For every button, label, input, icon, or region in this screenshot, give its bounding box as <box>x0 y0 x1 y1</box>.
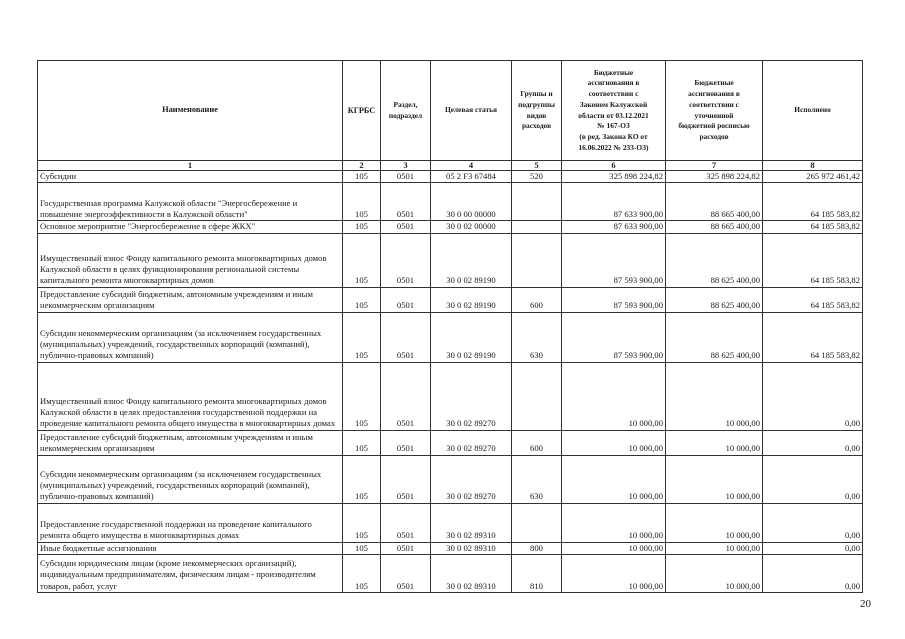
row-section: 0501 <box>381 287 431 312</box>
row-refined-amount: 10 000,00 <box>666 542 763 554</box>
table-row <box>38 430 863 455</box>
table-body <box>38 171 863 593</box>
row-section: 0501 <box>381 233 431 287</box>
row-law-amount: 87 593 900,00 <box>562 233 666 287</box>
header-executed: Исполнено <box>763 61 863 161</box>
row-target-article: 30 0 02 89190 <box>431 233 512 287</box>
row-target-article: 30 0 02 89190 <box>431 287 512 312</box>
row-refined-amount: 10 000,00 <box>666 430 763 455</box>
row-kgrbs: 105 <box>343 455 381 503</box>
row-law-amount: 10 000,00 <box>562 430 666 455</box>
row-kgrbs: 105 <box>343 555 381 593</box>
column-number: 7 <box>666 161 763 171</box>
row-name: Субсидии некоммерческим организациям (за исключением государственных (муниципальных) учреждений, государственных корпораций (компаний), публично-правовых компаний) <box>38 312 343 362</box>
row-kgrbs: 105 <box>343 503 381 542</box>
row-name: Иные бюджетные ассигнования <box>38 542 343 554</box>
row-executed-amount: 0,00 <box>763 430 863 455</box>
row-expense-group: 520 <box>512 171 562 183</box>
row-target-article: 30 0 02 89190 <box>431 312 512 362</box>
row-refined-amount: 10 000,00 <box>666 362 763 430</box>
header-target-article: Целевая статья <box>431 61 512 161</box>
table-row <box>38 183 863 221</box>
row-refined-amount: 88 665 400,00 <box>666 221 763 233</box>
table-row <box>38 233 863 287</box>
row-kgrbs: 105 <box>343 171 381 183</box>
row-name: Государственная программа Калужской области "Энергосбережение и повышение энергоэффективности в Калужской области" <box>38 183 343 221</box>
row-expense-group: 600 <box>512 430 562 455</box>
row-law-amount: 10 000,00 <box>562 455 666 503</box>
row-section: 0501 <box>381 171 431 183</box>
table-row <box>38 171 863 183</box>
row-refined-amount: 88 625 400,00 <box>666 287 763 312</box>
column-number: 4 <box>431 161 512 171</box>
table-row <box>38 221 863 233</box>
row-section: 0501 <box>381 503 431 542</box>
row-kgrbs: 105 <box>343 542 381 554</box>
column-number: 8 <box>763 161 863 171</box>
row-name: Предоставление субсидий бюджетным, автономным учреждениям и иным некоммерческим организациям <box>38 430 343 455</box>
row-name: Субсидии юридическим лицам (кроме некоммерческих организаций), индивидуальным предпринимателям, физическим лицам - производителям товаров, работ, услуг <box>38 555 343 593</box>
row-target-article: 30 0 02 89270 <box>431 455 512 503</box>
header-section: Раздел, подраздел <box>381 61 431 161</box>
row-kgrbs: 105 <box>343 312 381 362</box>
row-section: 0501 <box>381 362 431 430</box>
row-kgrbs: 105 <box>343 287 381 312</box>
row-kgrbs: 105 <box>343 221 381 233</box>
row-refined-amount: 88 625 400,00 <box>666 233 763 287</box>
row-target-article: 30 0 02 89270 <box>431 362 512 430</box>
row-target-article: 30 0 02 00000 <box>431 221 512 233</box>
header-law-allocations: Бюджетные ассигнования в соответствии с Законом Калужской области от 03.12.2021 № 167-ОЗ (в ред. Закона КО от 16.06.2022 № 233-ОЗ) <box>562 61 666 161</box>
header-expense-groups: Группы и подгруппы видов расходов <box>512 61 562 161</box>
row-refined-amount: 88 665 400,00 <box>666 183 763 221</box>
row-target-article: 30 0 02 89310 <box>431 555 512 593</box>
table-row <box>38 312 863 362</box>
header-refined-allocations: Бюджетные ассигнования в соответствии с уточненной бюджетной росписью расходов <box>666 61 763 161</box>
row-law-amount: 10 000,00 <box>562 555 666 593</box>
row-section: 0501 <box>381 555 431 593</box>
row-section: 0501 <box>381 542 431 554</box>
row-name: Субсидии некоммерческим организациям (за исключением государственных (муниципальных) учреждений, государственных корпораций (компаний), публично-правовых компаний) <box>38 455 343 503</box>
row-executed-amount: 64 185 583,82 <box>763 183 863 221</box>
row-target-article: 30 0 02 89310 <box>431 542 512 554</box>
row-expense-group: 630 <box>512 455 562 503</box>
row-law-amount: 87 593 900,00 <box>562 312 666 362</box>
header-row <box>38 61 863 161</box>
row-target-article: 30 0 02 89310 <box>431 503 512 542</box>
row-target-article: 05 2 F3 67484 <box>431 171 512 183</box>
row-section: 0501 <box>381 221 431 233</box>
row-expense-group: 800 <box>512 542 562 554</box>
row-executed-amount: 0,00 <box>763 455 863 503</box>
row-section: 0501 <box>381 455 431 503</box>
row-executed-amount: 0,00 <box>763 542 863 554</box>
row-name: Имущественный взнос Фонду капитального ремонта многоквартирных домов Калужской области в целях функционирования региональной системы капитального ремонта многоквартирных домов <box>38 233 343 287</box>
row-expense-group: 600 <box>512 287 562 312</box>
row-section: 0501 <box>381 183 431 221</box>
row-law-amount: 87 593 900,00 <box>562 287 666 312</box>
row-expense-group <box>512 503 562 542</box>
row-law-amount: 10 000,00 <box>562 362 666 430</box>
row-kgrbs: 105 <box>343 430 381 455</box>
row-refined-amount: 10 000,00 <box>666 455 763 503</box>
row-kgrbs: 105 <box>343 233 381 287</box>
table-row <box>38 542 863 554</box>
row-executed-amount: 0,00 <box>763 503 863 542</box>
row-expense-group <box>512 233 562 287</box>
header-name: Наименование <box>38 61 343 161</box>
row-kgrbs: 105 <box>343 362 381 430</box>
row-section: 0501 <box>381 430 431 455</box>
row-name: Основное мероприятие "Энергосбережение в сфере ЖКХ" <box>38 221 343 233</box>
row-expense-group: 810 <box>512 555 562 593</box>
column-number: 6 <box>562 161 666 171</box>
column-number: 3 <box>381 161 431 171</box>
row-refined-amount: 88 625 400,00 <box>666 312 763 362</box>
table-row <box>38 503 863 542</box>
table-row <box>38 455 863 503</box>
row-refined-amount: 10 000,00 <box>666 555 763 593</box>
row-kgrbs: 105 <box>343 183 381 221</box>
row-law-amount: 10 000,00 <box>562 503 666 542</box>
budget-table <box>37 60 863 593</box>
row-executed-amount: 265 972 461,42 <box>763 171 863 183</box>
row-expense-group <box>512 362 562 430</box>
header-kgrbs: КГРБС <box>343 61 381 161</box>
row-expense-group <box>512 183 562 221</box>
row-name: Субсидии <box>38 171 343 183</box>
row-law-amount: 87 633 900,00 <box>562 183 666 221</box>
column-number-row <box>38 161 863 171</box>
row-name: Предоставление субсидий бюджетным, автономным учреждениям и иным некоммерческим организациям <box>38 287 343 312</box>
row-law-amount: 325 898 224,82 <box>562 171 666 183</box>
row-target-article: 30 0 00 00000 <box>431 183 512 221</box>
page-number: 20 <box>860 598 871 610</box>
row-expense-group: 630 <box>512 312 562 362</box>
row-name: Имущественный взнос Фонду капитального ремонта многоквартирных домов Калужской области в целях предоставления государственной поддержки на проведение капитального ремонта общего имущества в многоквартирных домах <box>38 362 343 430</box>
row-executed-amount: 64 185 583,82 <box>763 221 863 233</box>
row-section: 0501 <box>381 312 431 362</box>
column-number: 2 <box>343 161 381 171</box>
row-target-article: 30 0 02 89270 <box>431 430 512 455</box>
row-executed-amount: 0,00 <box>763 362 863 430</box>
row-expense-group <box>512 221 562 233</box>
row-refined-amount: 10 000,00 <box>666 503 763 542</box>
row-executed-amount: 64 185 583,82 <box>763 312 863 362</box>
row-refined-amount: 325 898 224,82 <box>666 171 763 183</box>
row-executed-amount: 64 185 583,82 <box>763 233 863 287</box>
row-law-amount: 10 000,00 <box>562 542 666 554</box>
row-executed-amount: 64 185 583,82 <box>763 287 863 312</box>
column-number: 5 <box>512 161 562 171</box>
column-number: 1 <box>38 161 343 171</box>
table-row <box>38 287 863 312</box>
row-name: Предоставление государственной поддержки на проведение капитального ремонта общего имущества в многоквартирных домах <box>38 503 343 542</box>
row-executed-amount: 0,00 <box>763 555 863 593</box>
table-row <box>38 362 863 430</box>
row-law-amount: 87 633 900,00 <box>562 221 666 233</box>
table-row <box>38 555 863 593</box>
